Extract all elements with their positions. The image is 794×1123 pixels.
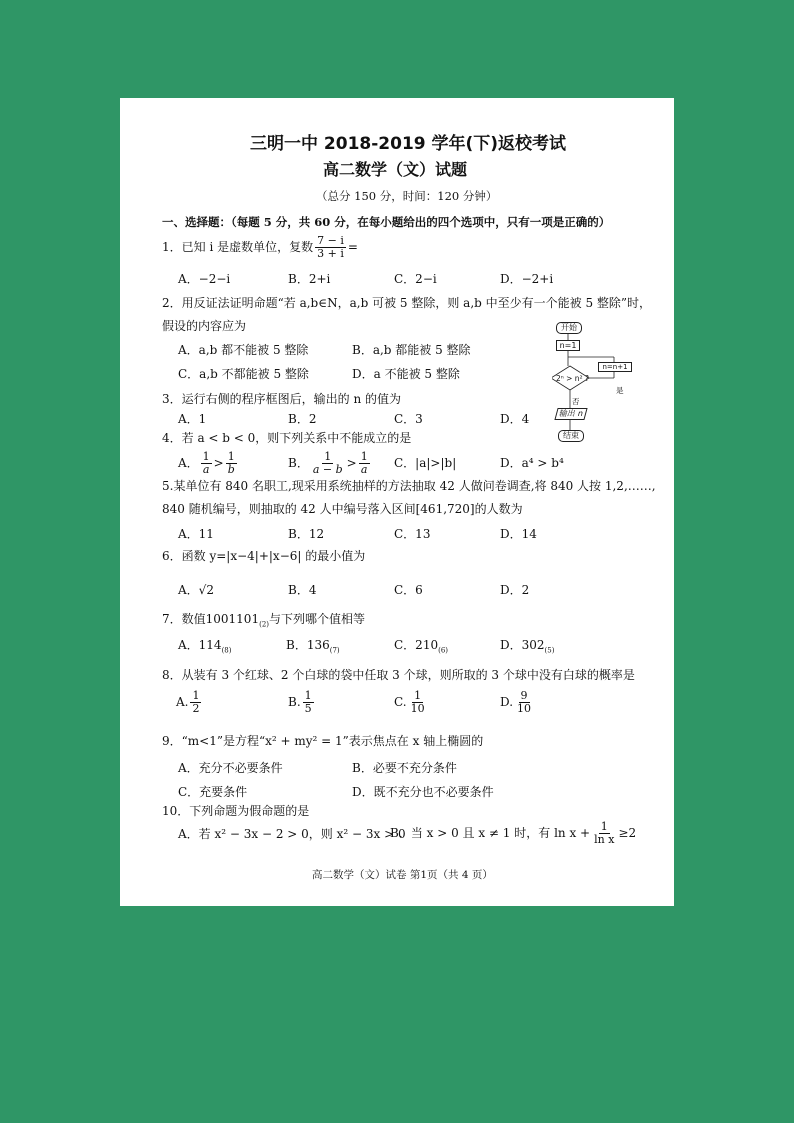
q7-b-label: B．136 [286,638,330,652]
q4-b-d2: a [360,463,368,476]
q7-a-base: (8) [221,646,232,655]
q5-option-c: C．13 [394,527,431,541]
q3-option-b: B．2 [288,412,317,426]
q1-fraction [315,235,346,260]
q7-option-c [394,638,448,657]
q4-a-n2: 1 [227,450,235,463]
q4-option-a [178,450,239,476]
q2-stem-line2: 假设的内容应为 [162,319,247,333]
q7-d-base: (5) [544,646,555,655]
q1-option-a: A．−2−i [178,272,231,286]
q4-option-d: D．a⁴ > b⁴ [500,456,564,470]
q3-stem: 3．运行右侧的程序框图后，输出的 n 的值为 [162,392,401,406]
q4-option-c: C．|a|>|b| [394,456,457,470]
q5-option-b: B．12 [288,527,325,541]
q7-stem-a: 7．数值1001101 [162,612,260,626]
q4-a-label: A． [178,456,199,470]
q2-stem-line1: 2．用反证法证明命题“若 a,b∈N，a,b 可被 5 整除，则 a,b 中至少有一个能被 5 整除”时， [162,296,652,310]
q10-option-a: A．若 x² − 3x − 2 > 0，则 x² − 3x > 0 [178,827,406,841]
q8-option-b [288,688,316,716]
q7-d-label: D．302 [500,638,545,652]
q4-option-b [288,450,372,476]
q10-b-frac [592,821,616,846]
q6-option-d: D．2 [500,583,530,597]
section-heading: 一、选择题：（每题 5 分，共 60 分，在每小题给出的四个选项中，只有一项是正确的） [162,215,611,229]
q4-a-d1: a [202,463,210,476]
q2-option-b: B．a,b 都能被 5 整除 [352,343,471,357]
q7-stem-base: (2) [259,620,270,629]
flow-init: n=1 [556,340,580,351]
q7-option-d [500,638,554,657]
flow-yes: 是 [616,386,624,395]
q4-b-label: B． [288,456,309,470]
q4-a-d2: b [227,463,235,476]
q1-frac-den: 3 + i [317,247,344,260]
flow-update: n=n+1 [598,362,632,372]
flow-condition: 2ⁿ > n² ? [556,374,589,383]
q1-stem-text: 1．已知 i 是虚数单位，复数 [162,240,314,254]
exam-subtitle: 高二数学（文）试题 [323,160,468,179]
q4-b-op: > [346,456,357,470]
q4-a-frac1 [201,451,212,476]
q9-option-c: C．充要条件 [178,785,248,799]
q1-frac-num: 7 − i [317,234,344,247]
q8-c-frac [409,690,427,715]
q1-option-b: B．2+i [288,272,331,286]
q10-b-den: ln x [594,833,615,846]
q7-stem [162,612,365,631]
q8-d-frac [515,690,533,715]
q5-option-d: D．14 [500,527,537,541]
q5-stem-line1: 5.某单位有 840 名职工,现采用系统抽样的方法抽取 42 人做问卷调查,将 840 人按 1,2,……, [162,479,656,493]
q2-option-d: D．a 不能被 5 整除 [352,367,460,381]
q4-a-frac2 [226,451,237,476]
q7-c-base: (6) [438,646,449,655]
q8-b-label: B. [288,695,301,709]
q8-a-label: A. [176,695,189,709]
flow-start: 开始 [556,322,582,334]
q8-c-num: 1 [414,689,422,702]
q7-b-base: (7) [329,646,340,655]
q8-b-num: 1 [304,689,312,702]
q6-option-c: C．6 [394,583,423,597]
q5-option-a: A．11 [178,527,214,541]
q4-b-frac2 [359,451,370,476]
flowchart [552,322,638,446]
q4-a-op: > [213,456,224,470]
q4-b-d1: a − b [312,463,343,476]
q6-option-b: B．4 [288,583,317,597]
q8-a-num: 1 [192,689,200,702]
q6-option-a: A．√2 [178,583,214,597]
q1-option-d: D．−2+i [500,272,554,286]
q5-stem-line2: 840 随机编号，则抽取的 42 人中编号落入区间[461,720]的人数为 [162,502,523,516]
exam-info: （总分 150 分，时间：120 分钟） [316,189,498,203]
q7-stem-b: 与下列哪个值相等 [269,612,366,626]
page-footer: 高二数学（文）试卷 第1页（共 4 页） [312,869,493,881]
q8-option-a [176,688,203,716]
q8-c-label: C. [394,695,407,709]
q4-b-n2: 1 [360,450,368,463]
q4-b-frac1 [311,451,345,476]
q4-a-n1: 1 [202,450,210,463]
q6-stem: 6．函数 y=|x−4|+|x−6| 的最小值为 [162,549,366,563]
q8-option-c [394,688,429,716]
q3-option-d: D．4 [500,412,530,426]
q3-option-c: C．3 [394,412,423,426]
q1-equals: = [347,240,358,254]
q10-stem: 10．下列命题为假命题的是 [162,804,310,818]
q8-b-frac [303,690,314,715]
q9-option-b: B．必要不充分条件 [352,761,457,775]
q10-b-text: B．当 x > 0 且 x ≠ 1 时，有 ln x + [390,826,591,840]
q8-d-label: D. [500,695,514,709]
q1-stem [162,235,358,260]
q8-d-den: 10 [517,702,532,715]
q2-option-a: A．a,b 都不能被 5 整除 [178,343,309,357]
q7-a-label: A．114 [178,638,222,652]
q7-option-b [286,638,340,657]
flow-end: 结束 [558,430,584,442]
q10-b-num: 1 [600,820,608,833]
q10-b-end: ≥2 [618,826,637,840]
q9-stem: 9．“m<1”是方程“x² + my² = 1”表示焦点在 x 轴上椭圆的 [162,734,484,748]
q8-d-num: 9 [520,689,528,702]
flow-no: 否 [572,397,580,406]
exam-paper [120,98,674,906]
q8-b-den: 5 [304,702,312,715]
q4-stem: 4．若 a < b < 0，则下列关系中不能成立的是 [162,431,412,445]
exam-title: 三明一中 2018-2019 学年(下)返校考试 [250,134,567,154]
q9-option-d: D．既不充分也不必要条件 [352,785,494,799]
q8-stem: 8．从装有 3 个红球、2 个白球的袋中任取 3 个球，则所取的 3 个球中没有白球的概率是 [162,668,635,682]
q8-option-d [500,688,535,716]
q10-option-b [390,819,636,847]
q8-a-frac [190,690,201,715]
q4-b-n1: 1 [324,450,332,463]
flow-output: 输出 n [554,408,587,420]
q1-option-c: C．2−i [394,272,437,286]
q7-option-a [178,638,232,657]
q9-option-a: A．充分不必要条件 [178,761,283,775]
q2-option-c: C．a,b 不都能被 5 整除 [178,367,309,381]
q7-c-label: C．210 [394,638,439,652]
q3-option-a: A．1 [178,412,207,426]
q8-c-den: 10 [410,702,425,715]
q8-a-den: 2 [192,702,200,715]
